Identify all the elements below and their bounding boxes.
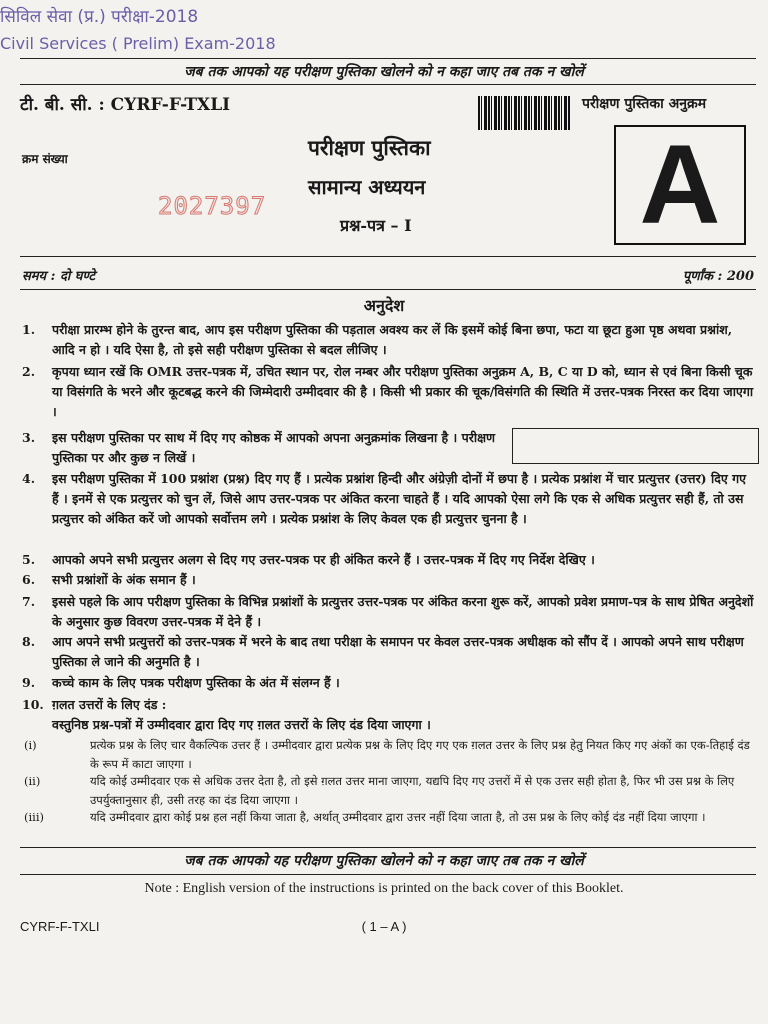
serial-label: क्रम संख्या [22,152,68,166]
item-number: 9. [22,675,36,690]
max-marks: पूर्णांक : 200 [682,269,754,284]
item-text: ग़लत उत्तरों के लिए दंड : [52,697,167,712]
item-text: आपको अपने सभी प्रत्युत्तर अलग से दिए गए उत्तर-पत्रक पर ही अंकित करने हैं । उत्तर-पत्रक में दिए गए निर्देश देखिए । [52,552,595,567]
divider [20,289,756,290]
item-number: 4. [22,471,36,486]
time-allowed: समय : दो घण्टे [22,269,96,284]
instruction-item [22,632,756,672]
divider [20,84,756,85]
penalty-sub-item [22,772,756,810]
divider [20,874,756,875]
sub-item-number: (i) [24,738,37,752]
item-number: 2. [22,364,36,379]
series-label: परीक्षण पुस्तिका अनुक्रम [582,96,707,112]
item-number: 1. [22,322,36,337]
sub-item-text: यदि उम्मीदवार द्वारा कोई प्रश्न हल नहीं किया जाता है, अर्थात् उम्मीदवार द्वारा उत्तर नहीं दिया जाता है, तो उस प्रश्न के लिए कोई दंड नहीं दिया जाएगा । [90,810,706,824]
footer-code: CYRF-F-TXLI [20,919,100,934]
serial-number: 2027397 [158,192,267,220]
exam-stamp-hindi: सिविल सेवा (प्र.) परीक्षा-2018 [0,7,199,27]
instruction-item [22,362,756,422]
item-text: परीक्षा प्रारम्भ होने के तुरन्त बाद, आप इस परीक्षण पुस्तिका की पड़ताल अवश्य कर लें कि इसमें कोई बिना छपा, फटा या छूटा हुआ पृष्ठ अथवा प्रश्नांश, आदि न हो । यदि ऐसा है, तो इसे सही परीक्षण पुस्तिका से बदल लीजिए । [52,322,733,357]
roll-number-box[interactable] [512,428,759,464]
item-text: कच्चे काम के लिए पत्रक परीक्षण पुस्तिका के अंत में संलग्न हैं । [52,675,340,690]
sub-item-text: प्रत्येक प्रश्न के लिए चार वैकल्पिक उत्तर हैं । उम्मीदवार द्वारा प्रत्येक प्रश्न के लिए दिए गए एक ग़लत उत्तर के लिए प्रश्न हेतु नियत किए गए अंकों का एक-तिहाई दंड के रूप में काटा जाएगा । [90,738,750,771]
barcode [478,96,570,130]
top-warning: जब तक आपको यह परीक्षण पुस्तिका खोलने को न कहा जाए तब तक न खोलें [184,64,584,80]
item-number: 10. [22,697,44,712]
item-text: आप अपने सभी प्रत्युत्तरों को उत्तर-पत्रक में भरने के बाद तथा परीक्षा के समापन पर केवल उत्तर-पत्रक अधीक्षक को सौंप दें । आपको अपने साथ परीक्षण पुस्तिका ले जाने की अनुमति है । [52,634,744,669]
sub-item-text: यदि कोई उम्मीदवार एक से अधिक उत्तर देता है, तो इसे ग़लत उत्तर माना जाएगा, यद्यपि दिए गए उत्तरों में से एक उत्तर सही होता है, फिर भी उस प्रश्न के लिए उपर्युक्तानुसार ही, उसी तरह का दंड दिया जाएगा । [90,774,735,807]
item-number: 7. [22,594,36,609]
subject-title: सामान्य अध्ययन [308,175,426,199]
exam-stamp-english: Civil Services ( Prelim) Exam-2018 [0,34,276,53]
booklet-code: टी. बी. सी. : CYRF-F-TXLI [20,95,231,115]
instruction-item [22,592,756,632]
penalty-sub-item [22,808,756,827]
item-number: 6. [22,572,36,587]
divider [20,256,756,257]
item-text: इस परीक्षण पुस्तिका में 100 प्रश्नांश (प्रश्न) दिए गए हैं । प्रत्येक प्रश्नांश हिन्दी और अंग्रेज़ी दोनों में छपा है । प्रत्येक प्रश्नांश में चार प्रत्युत्तर (उत्तर) दिए गए हैं । इनमें से एक प्रत्युत्तर को चुन लें, जिसे आप उत्तर-पत्रक पर अंकित करना चाहते हैं । यदि आपको ऐसा लगे कि एक से अधिक प्रत्युत्तर सही हैं, तो उस प्रत्युत्तर को अंकित करें जो आपको सर्वोत्तम लगे । प्रत्येक प्रश्नांश के लिए केवल एक ही प्रत्युत्तर चुनना है । [52,471,747,526]
english-note: Note : English version of the instructions is printed on the back cover of this Booklet. [144,881,624,896]
series-box [614,122,746,247]
item-text: कृपया ध्यान रखें कि OMR उत्तर-पत्रक में, उचित स्थान पर, रोल नम्बर और परीक्षण पुस्तिका अनुक्रम A, B, C या D को, ध्यान से एवं बिना किसी चूक या विसंगति के भरने और कूटबद्ध करने की जिम्मेदारी उम्मीदवार की है । किसी भी प्रकार की चूक/विसंगति की स्थिति में उत्तर-पत्रक निरस्त कर दिया जाएगा । [52,364,754,419]
item-number: 3. [22,430,36,445]
instruction-item [22,695,756,715]
sub-item-number: (iii) [24,810,45,824]
instruction-item [22,550,756,570]
page-number: ( 1 – A ) [361,919,407,934]
item-text: सभी प्रश्नांशों के अंक समान हैं । [52,572,196,587]
item-text: इस परीक्षण पुस्तिका पर साथ में दिए गए कोष्ठक में आपको अपना अनुक्रमांक लिखना है । परीक्षण पुस्तिका पर और कुछ न लिखें । [52,430,496,465]
item-text: इससे पहले कि आप परीक्षण पुस्तिका के विभिन्न प्रश्नांशों के प्रत्युत्तर उत्तर-पत्रक पर अंकित करना शुरू करें, आपको प्रवेश प्रमाण-पत्र के साथ प्रेषित अनुदेशों के अनुसार कुछ विवरण उत्तर-पत्रक में देने हैं । [52,594,754,629]
instruction-item [22,320,756,360]
instructions-heading: अनुदेश [363,296,405,315]
booklet-title: परीक्षण पुस्तिका [308,135,431,160]
penalty-sub-item [22,736,756,774]
sub-item-number: (ii) [24,774,41,788]
item-number: 5. [22,552,36,567]
divider [20,847,756,848]
instruction-item [22,469,756,529]
series-letter: A [639,122,721,247]
penalty-intro: वस्तुनिष्ठ प्रश्न-पत्रों में उम्मीदवार द्वारा दिए गए ग़लत उत्तरों के लिए दंड दिया जाएगा । [52,717,431,732]
item-number: 8. [22,634,36,649]
instruction-item [22,428,498,468]
bottom-warning: जब तक आपको यह परीक्षण पुस्तिका खोलने को न कहा जाए तब तक न खोलें [184,853,584,869]
paper-title: प्रश्न-पत्र – I [340,216,412,235]
instruction-item [22,570,756,590]
instruction-item [22,673,756,693]
divider [20,58,756,59]
